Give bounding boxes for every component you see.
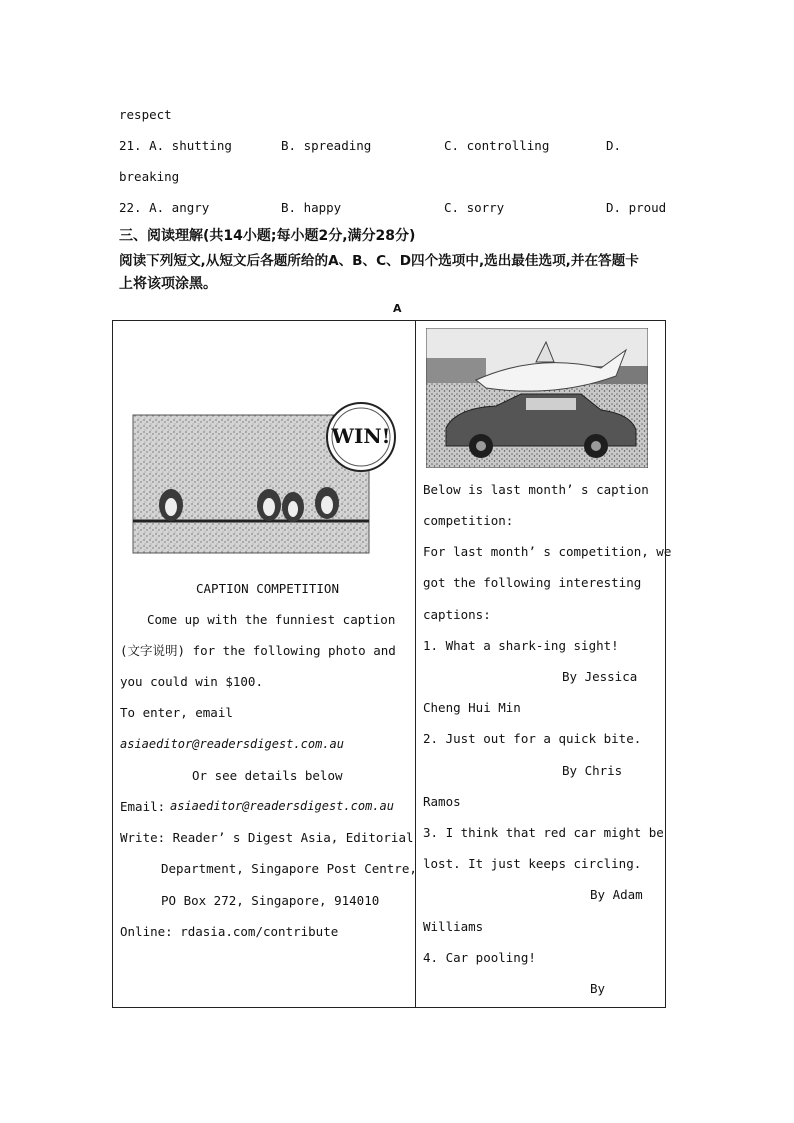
left-line-1: Come up with the funniest caption — [147, 612, 396, 627]
caption-1: 1. What a shark-ing sight! — [423, 638, 619, 653]
question-tail: respect — [119, 107, 172, 122]
section-title: 三、阅读理解(共14小题;每小题2分,满分28分) — [119, 228, 416, 244]
caption-2-name: Ramos — [423, 794, 461, 809]
q21-option-a: 21. A. shutting — [119, 138, 232, 153]
section-instruction-1: 阅读下列短文,从短文后各题所给的A、B、C、D四个选项中,选出最佳选项,并在答题卡 — [119, 253, 639, 269]
right-intro-2: competition: — [423, 513, 514, 528]
right-intro-5: captions: — [423, 607, 491, 622]
caption-4: 4. Car pooling! — [423, 950, 536, 965]
left-line-3: you could win $100. — [120, 674, 263, 689]
write-line-2: Department, Singapore Post Centre, — [161, 861, 417, 876]
caption-4-by: By — [590, 981, 606, 996]
table-divider — [415, 320, 416, 1008]
caption-1-by: By Jessica — [562, 669, 638, 684]
right-intro-3: For last month’ s competition, we — [423, 544, 672, 559]
q21-option-d-text: breaking — [119, 169, 180, 184]
email-label: Email: — [120, 799, 166, 814]
caption-3-name: Williams — [423, 919, 484, 934]
caption-3-line-1: 3. I think that red car might be — [423, 825, 664, 840]
q21-option-b: B. spreading — [281, 138, 372, 153]
right-intro-1: Below is last month’ s caption — [423, 482, 649, 497]
q22-option-b: B. happy — [281, 200, 342, 215]
section-instruction-2: 上将该项涂黑。 — [119, 276, 217, 292]
email-address-2: asiaeditor@readersdigest.com.au — [170, 799, 394, 813]
right-intro-4: got the following interesting — [423, 575, 642, 590]
left-line-4: To enter, email — [120, 705, 233, 720]
caption-3-line-2: lost. It just keeps circling. — [423, 856, 642, 871]
caption-2-by: By Chris — [562, 763, 623, 778]
q22-option-c: C. sorry — [444, 200, 505, 215]
win-badge-text: WIN! — [331, 424, 391, 448]
birds-photo — [131, 395, 396, 555]
q21-option-c: C. controlling — [444, 138, 550, 153]
left-line-2: (文字说明) for the following photo and — [120, 643, 396, 658]
caption-competition-heading: CAPTION COMPETITION — [196, 581, 339, 596]
write-line-1: Write: Reader’ s Digest Asia, Editorial — [120, 830, 414, 845]
passage-label: A — [393, 302, 402, 315]
caption-3-by: By Adam — [590, 887, 643, 902]
shark-car-photo — [426, 328, 648, 468]
email-address-1: asiaeditor@readersdigest.com.au — [120, 737, 344, 751]
online-line: Online: rdasia.com/contribute — [120, 924, 339, 939]
caption-2: 2. Just out for a quick bite. — [423, 731, 642, 746]
write-line-3: PO Box 272, Singapore, 914010 — [161, 893, 380, 908]
left-line-5: Or see details below — [192, 768, 343, 783]
caption-1-name: Cheng Hui Min — [423, 700, 521, 715]
q22-option-d: D. proud — [606, 200, 667, 215]
q21-option-d: D. — [606, 138, 622, 153]
q22-option-a: 22. A. angry — [119, 200, 210, 215]
